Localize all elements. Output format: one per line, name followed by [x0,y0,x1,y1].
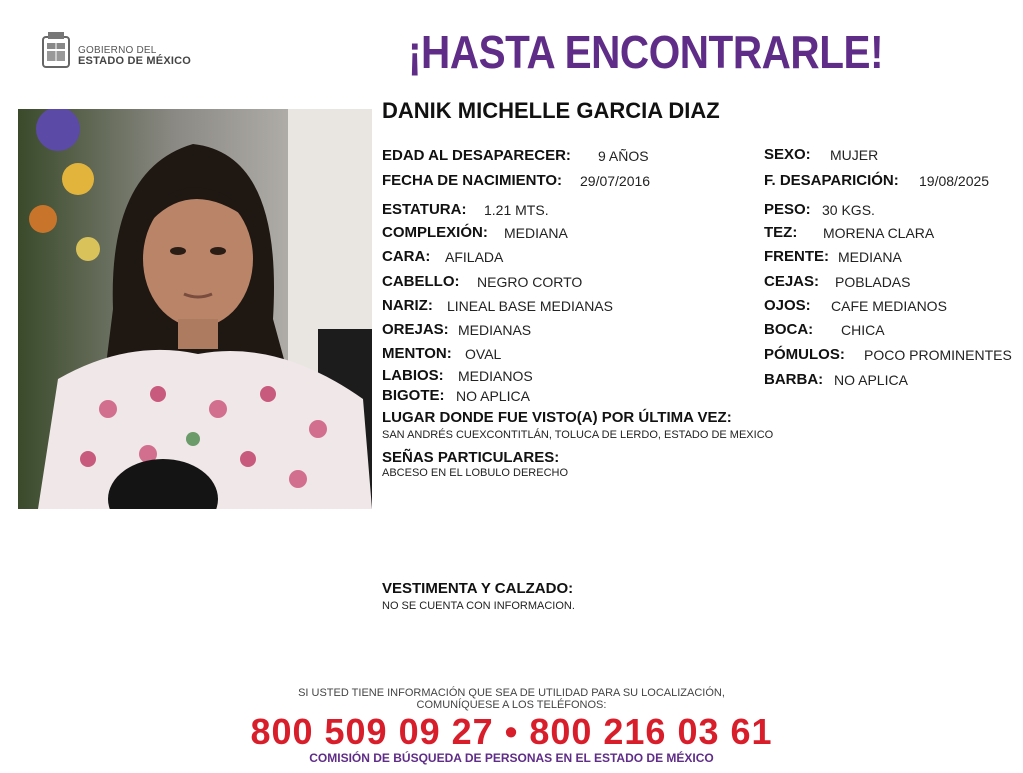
field-label: CEJAS: [764,273,820,290]
field-value: MEDIANAS [458,322,532,338]
footer-note-line-2: COMUNÍQUESE A LOS TELÉFONOS: [416,699,607,711]
state-seal-icon [40,31,72,69]
field-label: LABIOS: [382,367,444,384]
clothing-label: VESTIMENTA Y CALZADO: [382,580,574,597]
gov-line-2: ESTADO DE MÉXICO [78,55,192,67]
marks-label: SEÑAS PARTICULARES: [382,449,560,466]
phone-numbers [0,711,1023,753]
field-label: CABELLO: [382,273,460,290]
headline: ¡HASTA ENCONTRARLE! [408,26,884,78]
field-value: POBLADAS [835,274,911,290]
photo-illustration [18,109,372,509]
field-value: MEDIANOS [458,368,533,384]
field-value: NEGRO CORTO [477,274,583,290]
marks-value: ABCESO EN EL LOBULO DERECHO [382,467,569,479]
field-label: ESTATURA: [382,201,467,218]
field-label: SEXO: [764,146,811,163]
field-value: MUJER [830,147,879,163]
last-seen-value: SAN ANDRÉS CUEXCONTITLÁN, TOLUCA DE LERDO, ESTADO DE MEXICO [382,429,774,441]
phone-2[interactable]: 800 216 03 61 [529,711,773,752]
field-value: 19/08/2025 [919,173,990,189]
field-label: FRENTE: [764,248,829,265]
field-label: OJOS: [764,297,811,314]
field-label: NARIZ: [382,297,433,314]
person-name: DANIK MICHELLE GARCIA DIAZ [382,98,720,123]
field-label: BARBA: [764,371,824,388]
field-value: AFILADA [445,249,504,265]
field-value: 1.21 MTS. [484,202,549,218]
field-value: POCO PROMINENTES [864,347,1012,363]
field-value: OVAL [465,346,502,362]
field-value: CHICA [841,322,885,338]
field-value: CAFE MEDIANOS [831,298,947,314]
field-value: LINEAL BASE MEDIANAS [447,298,613,314]
government-logo [40,31,200,73]
clothing-value: NO SE CUENTA CON INFORMACION. [382,600,575,612]
field-label: PÓMULOS: [764,346,845,363]
field-value: NO APLICA [834,372,908,388]
field-label: OREJAS: [382,321,449,338]
field-value: MEDIANA [838,249,902,265]
last-seen-label: LUGAR DONDE FUE VISTO(A) POR ÚLTIMA VEZ: [382,409,732,426]
field-label: CARA: [382,248,431,265]
field-value: 30 KGS. [822,202,875,218]
field-value: 9 AÑOS [598,148,649,164]
field-label: FECHA DE NACIMIENTO: [382,172,562,189]
field-label: PESO: [764,201,811,218]
field-label: BIGOTE: [382,387,445,404]
field-label: COMPLEXIÓN: [382,224,488,241]
gov-line-1: GOBIERNO DEL [78,45,157,56]
missing-person-photo [18,109,372,509]
field-label: MENTON: [382,345,452,362]
footer-note-line-1: SI USTED TIENE INFORMACIÓN QUE SEA DE UTILIDAD PARA SU LOCALIZACIÓN, [298,687,725,699]
field-value: MEDIANA [504,225,568,241]
field-label: BOCA: [764,321,814,338]
field-label: EDAD AL DESAPARECER: [382,147,571,164]
field-value: NO APLICA [456,388,530,404]
phone-1[interactable]: 800 509 09 27 [250,711,494,752]
commission-name: COMISIÓN DE BÚSQUEDA DE PERSONAS EN EL ESTADO DE MÉXICO [309,751,714,765]
field-label: F. DESAPARICIÓN: [764,172,899,189]
phone-separator: • [504,711,519,752]
field-label: TEZ: [764,224,798,241]
field-value: 29/07/2016 [580,173,651,189]
field-value: MORENA CLARA [823,225,935,241]
